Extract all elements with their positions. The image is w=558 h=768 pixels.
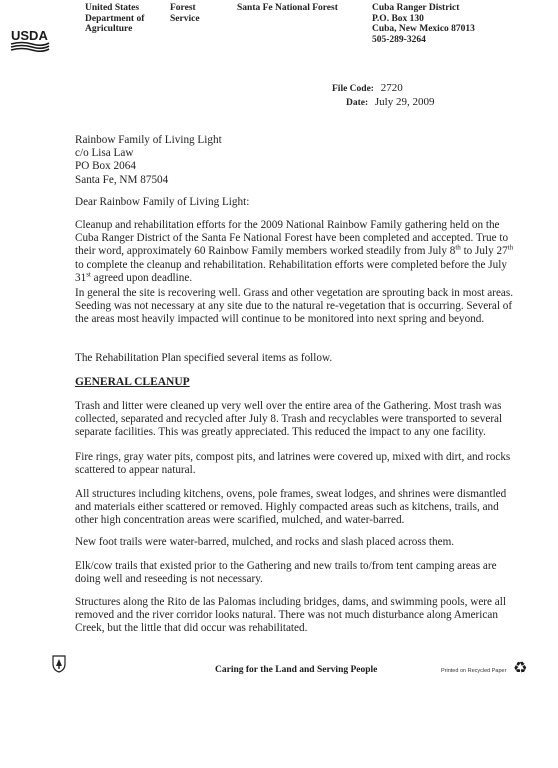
agency-line: Department of <box>85 13 145 24</box>
recycle-icon: ♻ <box>513 658 528 677</box>
district-line: 505-289-3264 <box>372 34 426 45</box>
district-line: P.O. Box 130 <box>372 13 424 24</box>
paragraph-structures: All structures including kitchens, ovens, pole frames, sweat lodges, and shrines were dismantled and materials either scattered or removed. Highly compacted areas such as kitchens, trails, and other high concentration areas were scarified, mulched, and water-barred. <box>75 488 507 527</box>
usda-logo <box>10 26 50 52</box>
forest-name: Santa Fe National Forest <box>237 3 338 13</box>
file-code-value: 2720 <box>380 82 403 94</box>
paragraph-trash: Trash and litter were cleaned up very well over the entire area of the Gathering. Most trash was collected, separated and recycled after July 8. Trash and recyclables were transported to several separate facilities. This was greatly appreciated. This reduced the impact to any one facility. <box>75 400 503 439</box>
district-line: Cuba Ranger District <box>372 3 460 13</box>
date-label: Date: <box>346 98 369 108</box>
paragraph-fire-rings: Fire rings, gray water pits, compost pits, and latrines were covered up, mixed with dirt, and rocks scattered to appear natural. <box>75 451 511 477</box>
paragraph-site-status: In general the site is recovering well. Grass and other vegetation are sprouting back in most areas. Seeding was not necessary at any site due to the natural re-vegetation that is occurring. Several of the areas most heavily impacted will continue to be monitored into next spring and beyond. <box>75 287 514 326</box>
district-address <box>372 3 475 45</box>
date-value: July 29, 2009 <box>374 96 435 108</box>
address-line: c/o Lisa Law <box>75 147 134 160</box>
date-row <box>346 96 435 108</box>
paragraph-plan: The Rehabilitation Plan specified several items as follow. <box>75 352 333 364</box>
agency-line: United States <box>85 3 140 13</box>
file-code-label: File Code: <box>332 84 374 94</box>
service-line: Service <box>170 13 200 24</box>
salutation: Dear Rainbow Family of Living Light: <box>75 196 250 208</box>
district-line: Cuba, New Mexico 87013 <box>372 24 475 34</box>
recipient-address <box>75 134 222 187</box>
address-line: Santa Fe, NM 87504 <box>75 173 169 186</box>
address-line: Rainbow Family of Living Light <box>75 134 222 146</box>
service-name <box>170 3 200 24</box>
paragraph-elk-trails: Elk/cow trails that existed prior to the Gathering and new trails to/from tent camping areas are doing well and reseeding is not necessary. <box>75 560 497 586</box>
address-line: PO Box 2064 <box>75 160 136 173</box>
recycled-paper-note: Printed on Recycled Paper <box>441 668 507 674</box>
paragraph-foot-trails: New foot trails were water-barred, mulched, and rocks and slash placed across them. <box>75 536 455 548</box>
agency-name <box>85 3 144 35</box>
file-code-row <box>332 82 403 94</box>
forest-service-shield-icon <box>52 655 66 673</box>
usda-logo-text: USDA <box>11 28 48 43</box>
service-line: Forest <box>170 3 196 13</box>
paragraph-intro: Cleanup and rehabilitation efforts for the 2009 National Rainbow Family gathering held on the Cuba Ranger District of the Santa Fe National Forest have been completed and accepted. True to their word, approximately 60 Rainbow Family members worked steadily from July 8th to July 27th to complete the cleanup and rehabilitation. Rehabilitation efforts were completed before the July 31st agreed upon deadline. <box>75 219 514 284</box>
agency-line: Agriculture <box>85 24 133 34</box>
section-heading: GENERAL CLEANUP <box>75 376 190 388</box>
usda-logo-icon <box>10 26 50 52</box>
footer-motto: Caring for the Land and Serving People <box>215 665 378 675</box>
paragraph-river: Structures along the Rito de las Palomas including bridges, dams, and swimming pools, were all removed and the river corridor looks natural. There was not much disturbance along American Creek, but the little that did occur was rehabilitated. <box>75 596 506 635</box>
